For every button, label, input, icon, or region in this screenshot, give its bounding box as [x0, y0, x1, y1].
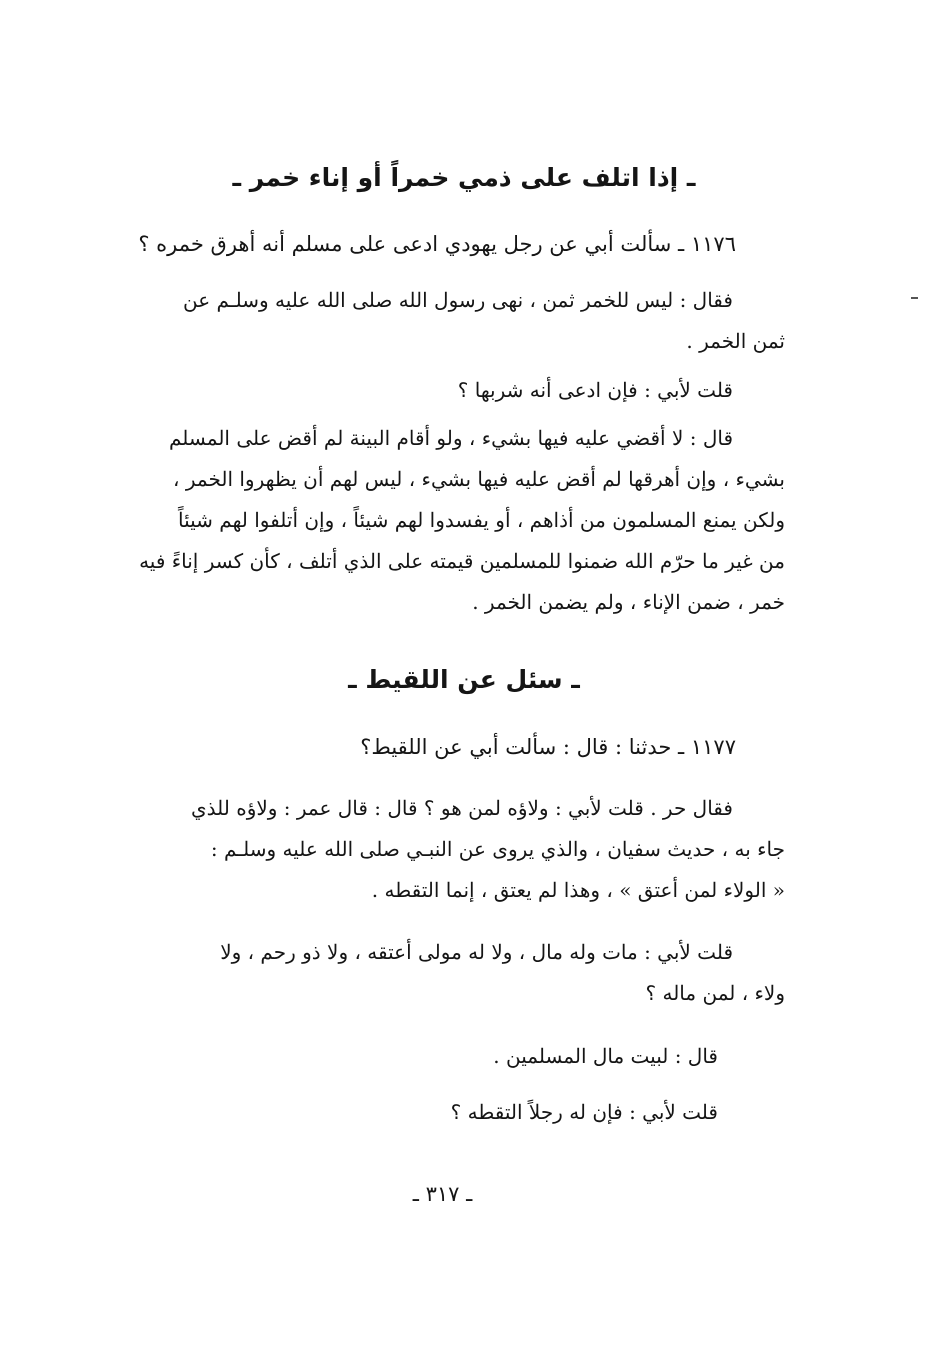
question-1176: ١١٧٦ ـ سألت أبي عن رجل يهودي ادعى على مسلم أنه أهرق خمره ؟: [138, 232, 736, 256]
margin-mark: [911, 297, 918, 299]
text-line: قال : لا أقضي عليه فيها بشيء ، ولو أقام البينة لم أقض على المسلم: [168, 426, 733, 450]
text-line: « الولاء لمن أعتق » ، وهذا لم يعتق ، إنما التقطه .: [371, 878, 785, 902]
text-line: قلت لأبي : مات وله مال ، ولا له مولى أعتقه ، ولا ذو رحم ، ولا: [220, 940, 733, 964]
followup-1177: [125, 932, 785, 1014]
text-line: من غير ما حرّم الله ضمنوا للمسلمين قيمته على الذي أتلف ، كأن كسر إناءً فيه: [139, 549, 785, 573]
answer-1177-b: قال : لبيت مال المسلمين .: [493, 1044, 718, 1068]
followup-1176: قلت لأبي : فإن ادعى أنه شربها ؟: [457, 378, 733, 402]
text-line: فقال : ليس للخمر ثمن ، نهى رسول الله صلى الله عليه وسلـم عن: [182, 288, 733, 312]
page-number: ـ ٣١٧ ـ: [412, 1182, 473, 1206]
text-line: ولاء ، لمن ماله ؟: [645, 981, 785, 1005]
answer-1176-b: [125, 418, 785, 623]
answer-1177-a: [125, 788, 785, 911]
text-line: ثمن الخمر .: [686, 329, 785, 353]
text-line: بشيء ، وإن أهرقها لم أقض عليه فيها بشيء ، ليس لهم أن يظهروا الخمر ،: [173, 467, 785, 491]
text-line: فقال حر . قلت لأبي : ولاؤه لمن هو ؟ قال : قال عمر : ولاؤه للذي: [190, 796, 733, 820]
section-heading-2: ـ سئل عن اللقيط ـ: [348, 665, 580, 694]
text-line: جاء به ، حديث سفيان ، والذي يروى عن النبـي صلى الله عليه وسلـم :: [210, 837, 785, 861]
last-question: قلت لأبي : فإن له رجلاً التقطه ؟: [450, 1100, 718, 1124]
answer-1176-a: [125, 280, 785, 362]
text-line: ولكن يمنع المسلمون من أذاهم ، أو يفسدوا لهم شيئاً ، وإن أتلفوا لهم شيئاً: [177, 508, 785, 532]
text-line: خمر ، ضمن الإناء ، ولم يضمن الخمر .: [472, 590, 785, 614]
section-heading-1: ـ إذا اتلف على ذمي خمراً أو إناء خمر ـ: [232, 163, 696, 192]
question-1177: ١١٧٧ ـ حدثنا : قال : سألت أبي عن اللقيط؟: [360, 735, 736, 759]
